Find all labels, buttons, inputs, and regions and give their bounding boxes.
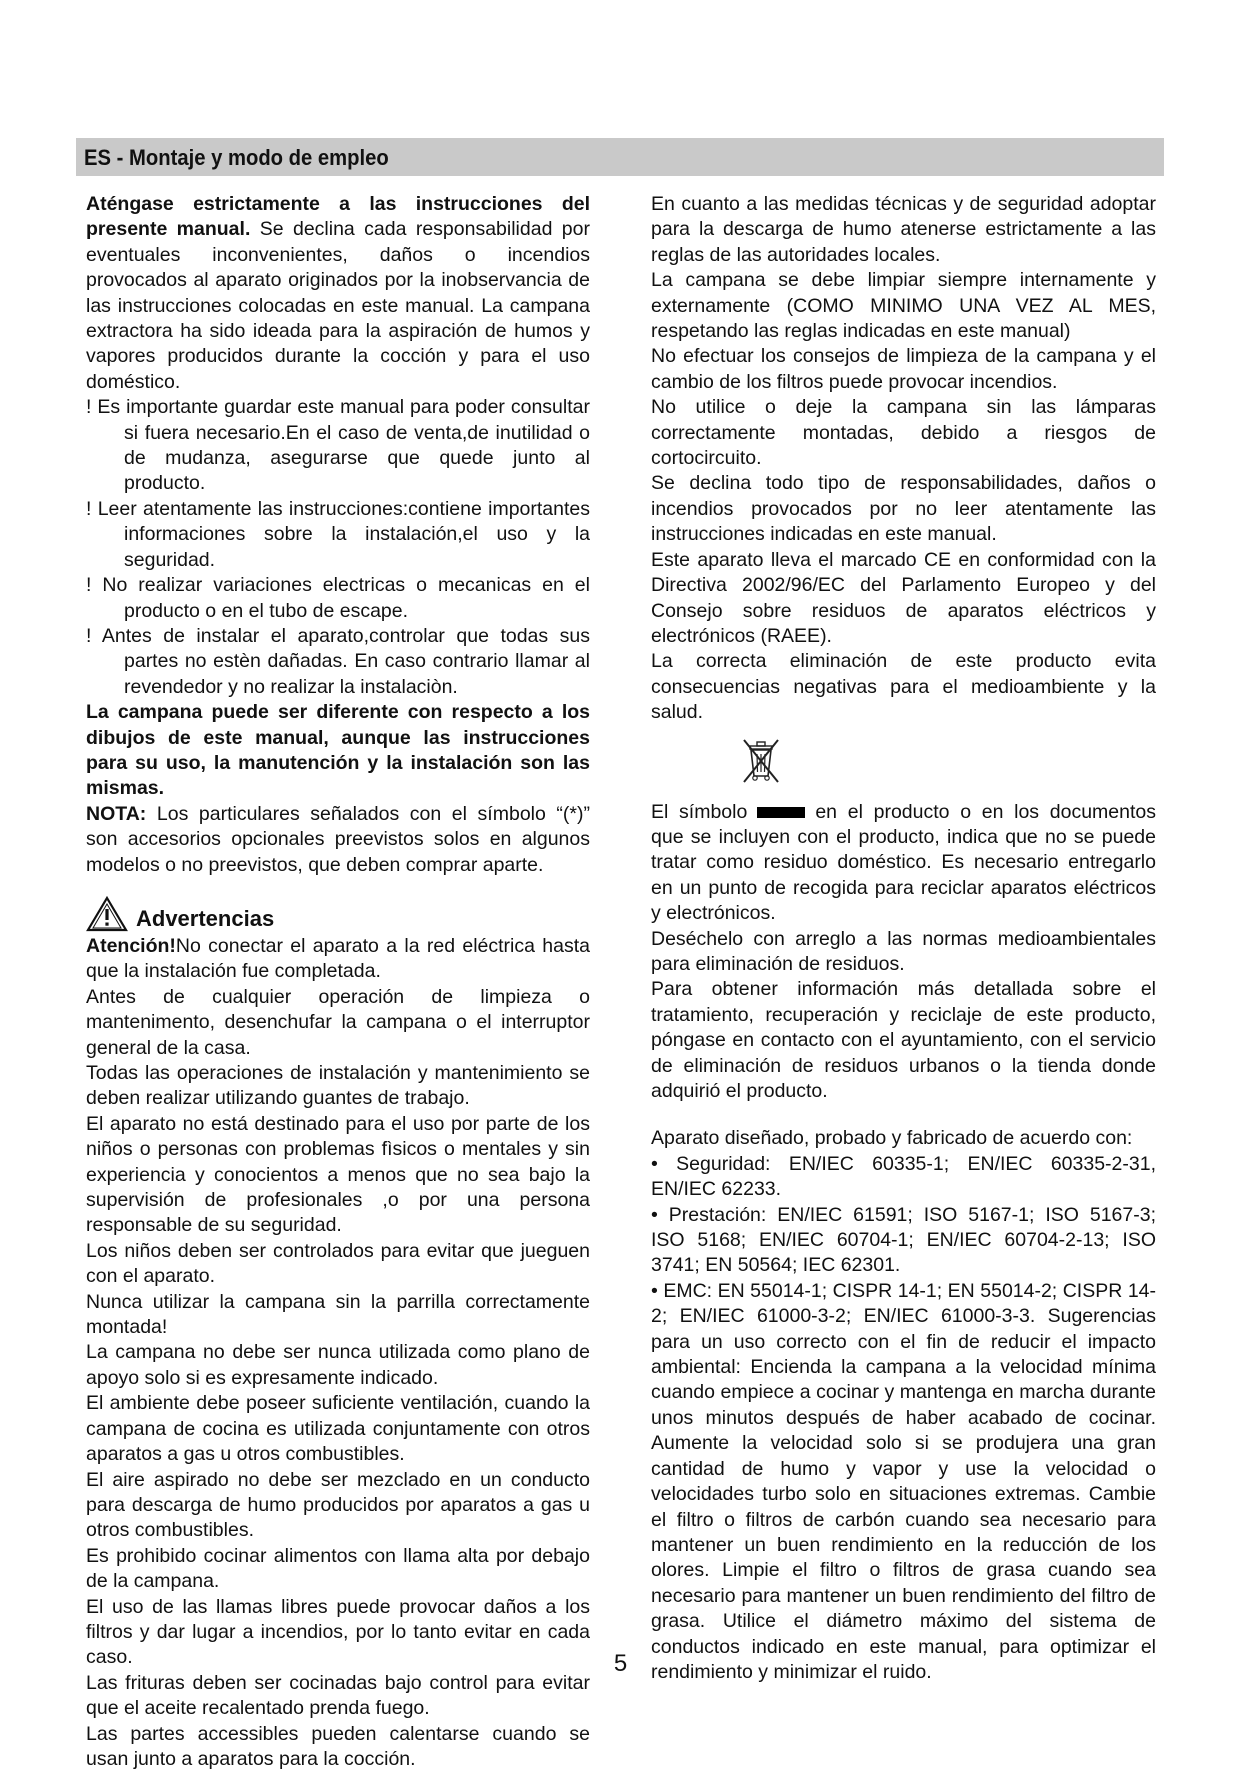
spacer	[651, 1104, 1156, 1126]
bullet-item: ! Es importante guardar este manual para poder consultar si fuera necesario.En el caso de venta,de inutilidad o de mudanza, asegurarse que quede junto al producto.	[86, 396, 590, 495]
info-paragraph: No efectuar los consejos de limpieza de la campana y el cambio de los filtros puede provocar incendios.	[651, 345, 1156, 393]
warning-paragraph: Las partes accessibles pueden calentarse cuando se usan junto a aparatos para la cocción.	[86, 1722, 590, 1770]
section-header	[76, 138, 1164, 176]
warning-paragraph: El uso de las llamas libres puede provocar daños a los filtros y dar lugar a incendios, por lo tanto evitar en cada caso.	[86, 1595, 590, 1669]
warning-paragraph: Antes de cualquier operación de limpieza o mantenimento, desenchufar la campana o el interruptor general de la casa.	[86, 985, 590, 1059]
section-title: ES - Montaje y modo de empleo	[84, 145, 389, 170]
info-paragraph: En cuanto a las medidas técnicas y de seguridad adoptar para la descarga de humo atenerse estrictamente a las reglas de las autoridades locales.	[651, 193, 1156, 266]
crossed-out-bin-icon	[739, 736, 783, 788]
warning-paragraph: Todas las operaciones de instalación y mantenimiento se deben realizar utilizando guantes de trabajo.	[86, 1062, 590, 1110]
info-paragraph: Este aparato lleva el marcado CE en conformidad con la Directiva 2002/96/EC del Parlamento Europeo y del Consejo sobre residuos de aparatos eléctricos y electrónicos (RAEE).	[651, 548, 1156, 647]
page-number: 5	[613, 1650, 628, 1677]
drawings-note: La campana puede ser diferente con respecto a los dibujos de este manual, aunque las instrucciones para su uso, la manutención y la instalación son las mismas.	[86, 701, 590, 800]
standards-item: • Prestación: EN/IEC 61591; ISO 5167-1; ISO 5167-3; ISO 5168; EN/IEC 60704-1; EN/IEC 60704-2-13; ISO 3741; EN 50564; IEC 62301.	[651, 1203, 1156, 1277]
intro-paragraph	[86, 192, 590, 395]
symbol-pre: El símbolo	[651, 800, 748, 823]
bullet-item: ! Leer atentamente las instrucciones:contiene importantes informaciones sobre la instalación,el uso y la seguridad.	[86, 497, 590, 571]
info-paragraph: La campana se debe limpiar siempre internamente y externamente (COMO MINIMO UNA VEZ AL MES, respetando las reglas indicadas en este manual)	[651, 269, 1156, 343]
bullet-item: ! Antes de instalar el aparato,controlar que todas sus partes no estèn dañadas. En caso contrario llamar al revendedor y no realizar la instalaciòn.	[86, 624, 590, 698]
nota-text: Los particulares señalados con el símbolo “(*)” son accesorios opcionales preevistos solos en algunos modelos o no preevistos, que deben comprar aparte.	[86, 802, 590, 876]
warning-paragraph: Los niños deben ser controlados para evitar que jueguen con el aparato.	[86, 1239, 590, 1288]
nota-label: NOTA:	[86, 802, 147, 825]
info-paragraph: Para obtener información más detallada sobre el tratamiento, recuperación y reciclaje de este producto, póngase en contacto con el ayuntamiento, con el servicio de eliminación de residuos urbanos o la tienda donde adquirió el producto.	[651, 978, 1156, 1102]
symbol-post: en el producto o en los documentos que se incluyen con el producto, indica que no se puede tratar como residuo doméstico. Es necesario entregarlo en un punto de recogida para reciclar aparatos eléctricos y electrónicos.	[651, 800, 1156, 925]
warning-paragraph: Es prohibido cocinar alimentos con llama alta por debajo de la campana.	[86, 1544, 590, 1593]
nota-paragraph	[86, 802, 590, 878]
info-paragraph: Se declina todo tipo de responsabilidades, daños o incendios provocados por no leer atentamente las instrucciones indicadas en este manual.	[651, 472, 1156, 546]
warnings-heading	[86, 896, 590, 932]
warning-paragraph: El aire aspirado no debe ser mezclado en un conducto para descarga de humo producidos por aparatos a gas u otros combustibles.	[86, 1468, 590, 1542]
standards-intro: Aparato diseñado, probado y fabricado de acuerdo con:	[651, 1127, 1133, 1150]
standards-item: • Seguridad: EN/IEC 60335-1; EN/IEC 60335-2-31, EN/IEC 62233.	[651, 1152, 1156, 1201]
black-bar-icon	[757, 807, 805, 818]
info-paragraph: Deséchelo con arreglo a las normas medioambientales para eliminación de residuos.	[651, 927, 1156, 975]
warning-paragraph: Nunca utilizar la campana sin la parrilla correctamente montada!	[86, 1290, 590, 1339]
info-paragraph: No utilice o deje la campana sin las lámparas correctamente montadas, debido a riesgos de cortocircuito.	[651, 396, 1156, 470]
bullet-item: ! No realizar variaciones electricas o mecanicas en el producto o en el tubo de escape.	[86, 574, 590, 622]
intro-bold: Aténgase estrictamente a las instrucciones del presente manual.	[86, 193, 590, 241]
info-paragraph: La correcta eliminación de este producto evita consecuencias negativas para el medioambiente y la salud.	[651, 650, 1156, 724]
warning-paragraph: El aparato no está destinado para el uso por parte de los niños o personas con problemas fìsicos o mentales y sin experiencia y conocientos a menos que no sea bajo la supervisión de profesionales ,o por una persona responsable de su seguridad.	[86, 1112, 590, 1237]
atencion-paragraph	[86, 934, 590, 985]
warning-paragraph: El ambiente debe poseer suficiente ventilación, cuando la campana de cocina es utilizada conjuntamente con otros aparatos a gas u otros combustibles.	[86, 1392, 590, 1466]
right-column	[651, 192, 1156, 1685]
symbol-paragraph	[651, 800, 1156, 927]
atencion-label: Atención!	[86, 934, 176, 957]
standards-item: • EMC: EN 55014-1; CISPR 14-1; EN 55014-2; CISPR 14-2; EN/IEC 61000-3-2; EN/IEC 61000-3-3. Sugerencias para un uso correcto con el fin de reducir el impacto ambiental: Encienda la campana a la velocidad mínima cuando empiece a cocinar y mantenga en marcha durante unos minutos después de haber acabado de cocinar. Aumente la velocidad solo si se produjera una gran cantidad de humo y vapor y use la velocidad o velocidades turbo solo en situaciones extremas. Cambie el filtro o filtros de carbón cuando sea necesario para mantener un buen rendimiento en la reducción de los olores. Limpie el filtro o filtros de grasa cuando sea necesario para mantener un buen rendimiento del filtro de grasa. Utilice el diámetro máximo del sistema de conductos indicado en este manual, para optimizar el rendimiento y minimizar el ruido.	[651, 1279, 1156, 1683]
warning-paragraph: Las frituras deben ser cocinadas bajo control para evitar que el aceite recalentado prenda fuego.	[86, 1671, 590, 1720]
intro-text: Se declina cada responsabilidad por eventuales inconvenientes, daños o incendios provocados al aparato originados por la inobservancia de las instrucciones colocadas en este manual. La campana extractora ha sido ideada para la aspiración de humos y vapores producidos durante la cocción y para el uso doméstico.	[86, 218, 590, 393]
left-column	[86, 192, 590, 1772]
warning-triangle-icon	[86, 896, 128, 932]
warning-paragraph: La campana no debe ser nunca utilizada como plano de apoyo solo si es expresamente indicado.	[86, 1341, 590, 1389]
atencion-text: No conectar el aparato a la red eléctrica hasta que la instalación fue completada.	[86, 934, 590, 983]
warnings-title: Advertencias	[136, 905, 275, 931]
